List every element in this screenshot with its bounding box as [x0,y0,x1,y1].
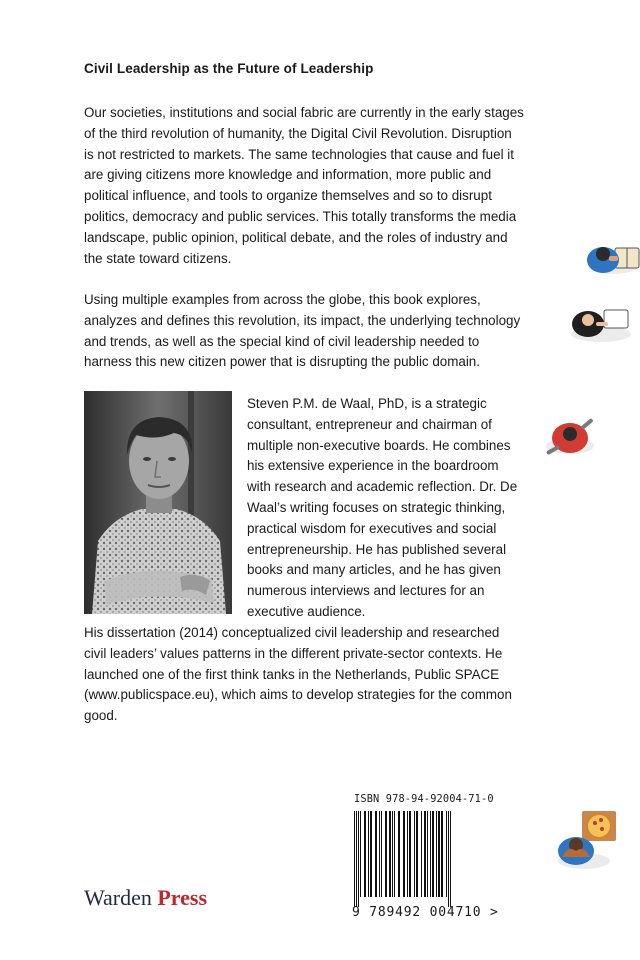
barcode-bar [368,811,369,897]
page-title: Civil Leadership as the Future of Leadership [84,61,374,76]
barcode-bar [370,811,372,897]
barcode-bar [389,811,391,897]
publisher-logo [84,885,207,911]
person-eating-pizza-icon [554,805,620,877]
barcode-bar [354,811,355,907]
barcode-bar [360,811,361,897]
barcode-bar [356,811,357,907]
person-reading-icon [585,236,640,286]
barcode-digits: 9 789492 004710 > [352,905,499,920]
barcode-bar [414,811,415,897]
barcode-bar [424,811,426,897]
author-photo [84,391,232,614]
barcode-bar [364,811,366,897]
person-red-shirt-icon [540,408,600,468]
barcode-bar [379,811,380,897]
barcode-bar [432,811,434,897]
publisher-name: Warden [84,885,152,910]
barcode-bar [436,811,437,897]
isbn-label: ISBN 978-94-92004-71-0 [354,793,494,805]
barcode-bar [407,811,408,897]
barcode-bar [398,811,400,897]
description-paragraph-2: Using multiple examples from across the globe, this book explores, analyzes and defines this revolution, its impact, the underlying technology and trends, as well as the special kind of civil leadership needed to harness this new citizen power that is disrupting the public domain. [84,292,521,370]
barcode-bar [358,811,359,907]
description-paragraph-1: Our societies, institutions and social fabric are currently in the early stages of the third revolution of humanity, the Digital Civil Revolution. Disruption is not restricted to markets. The same technologies that cause and fuel it are giving citizens more knowledge and information, more public and political influence, and tools to organize themselves and so to disrupt politics, democracy and public services. This totally transforms the media landscape, public opinion, political debate, and the roles of industry and the state toward citizens. [84,105,524,266]
barcode-bar [375,811,377,897]
barcode-bar [438,811,440,897]
barcode-bar [394,811,395,897]
barcode-bar [448,811,449,907]
barcode-bars [352,811,520,909]
person-writing-icon [566,300,636,350]
barcode-bar [421,811,422,897]
barcode-bar [385,811,387,897]
barcode-bar [427,811,428,897]
author-bio-side: Steven P.M. de Waal, PhD, is a strategic consultant, entrepreneur and chairman of multiple non-executive boards. He combines his extensive experience in the boardroom with research and academic reflection. Dr. De Waal’s writing focuses on strategic thinking, practical wisdom for executives and social entrepreneurship. He has published several books and many articles, and he has given numerous interviews and lectures for an executive audience. [247,396,518,619]
barcode-bar [441,811,443,897]
barcode [352,793,520,916]
barcode-bar [409,811,411,897]
author-bio-below: His dissertation (2014) conceptualized civil leadership and researched civil leaders’ values patterns in the different private-sector contexts. He launched one of the first think tanks in the Netherlands, Public SPACE (www.publicspace.eu), which aims to develop strategies for the common good. [84,625,512,724]
publisher-name-accent: Press [157,885,208,910]
barcode-bar [430,811,431,897]
barcode-bar [446,811,447,897]
barcode-bar [381,811,382,897]
barcode-bar [416,811,418,897]
barcode-bar [450,811,451,907]
barcode-bar [392,811,393,897]
barcode-bar [403,811,405,897]
